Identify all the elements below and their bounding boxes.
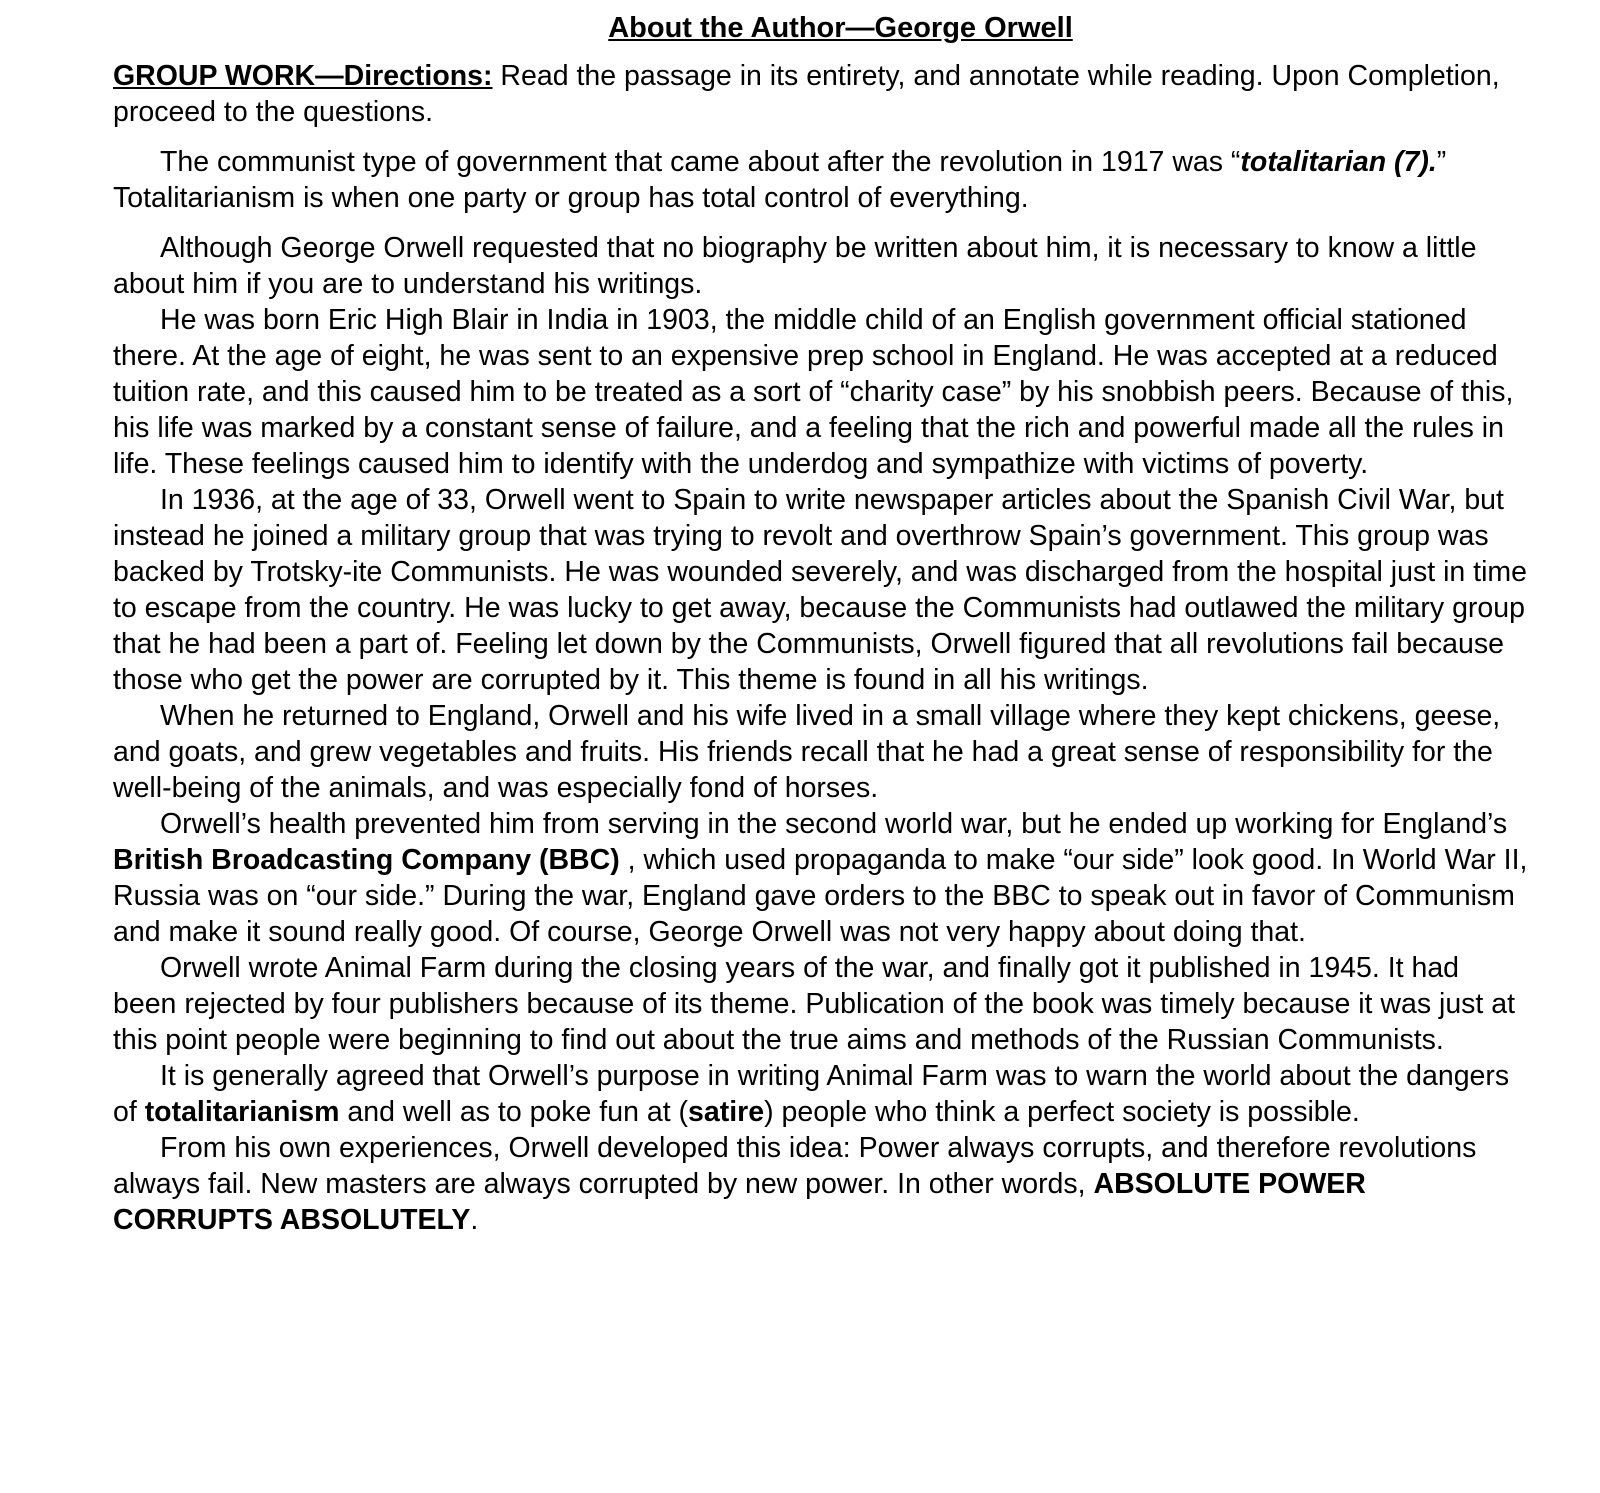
directions-paragraph — [113, 58, 1528, 130]
paragraph-text: The communist type of government that came about after the revolution in 1917 was “ — [160, 146, 1241, 178]
paragraph-text: ) people who think a perfect society is possible. — [764, 1096, 1360, 1128]
paragraph-bbc — [113, 806, 1528, 950]
document-page — [113, 8, 1528, 1238]
term-absolute-power: ABSOLUTE POWER CORRUPTS ABSOLUTELY — [113, 1168, 1366, 1236]
term-totalitarian: totalitarian (7). — [1240, 146, 1437, 178]
term-bbc: British Broadcasting Company (BBC) — [113, 844, 620, 876]
paragraph-animal-farm: Orwell wrote Animal Farm during the closing years of the war, and finally got it published in 1945. It had been rejected by four publishers because of its theme. Publication of the book was timely because it was just at this point people were beginning to find out about the true aims and methods of the Russian Communists. — [113, 952, 1516, 1056]
paragraph-spain: In 1936, at the age of 33, Orwell went to Spain to write newspaper articles about the Spanish Civil War, but instead he joined a military group that was trying to revolt and overthrow Spain’s government. This group was backed by Trotsky-ite Communists. He was wounded severely, and was discharged from the hospital just in time to escape from the country. He was lucky to get away, because the Communists had outlawed the military group that he had been a part of. Feeling let down by the Communists, Orwell figured that all revolutions fail because those who get the power are corrupted by it. This theme is found in all his writings. — [113, 484, 1528, 696]
paragraph-text: and well as to poke fun at ( — [339, 1096, 689, 1128]
paragraph-text: Orwell’s health prevented him from serving in the second world war, but he ended up working for England’s — [160, 808, 1508, 840]
directions-text: Read the passage in its entirety, and annotate while reading. Upon Completion, proceed to the questions. — [113, 60, 1500, 128]
paragraph-text: It is generally agreed that Orwell’s purpose in writing Animal Farm was to warn the world about the dangers of — [113, 1060, 1510, 1128]
paragraph-biography: Although George Orwell requested that no biography be written about him, it is necessary to know a little about him if you are to understand his writings. — [113, 232, 1477, 300]
paragraph-purpose — [113, 1058, 1528, 1130]
term-satire: satire — [688, 1096, 765, 1128]
paragraph-text: , which used propaganda to make “our side” look good. In World War II, Russia was on “our side.” During the war, England gave orders to the BBC to speak out in favor of Communism and make it sound really good. Of course, George Orwell was not very happy about doing that. — [113, 844, 1528, 948]
page-title: About the Author—George Orwell — [608, 12, 1073, 44]
paragraph-totalitarian — [113, 144, 1528, 216]
paragraph-conclusion — [113, 1130, 1528, 1238]
directions-label: GROUP WORK—Directions: — [113, 60, 493, 92]
paragraph-village: When he returned to England, Orwell and his wife lived in a small village where they kept chickens, geese, and goats, and grew vegetables and fruits. His friends recall that he had a great sense of responsibility for the well-being of the animals, and was especially fond of horses. — [113, 700, 1501, 804]
paragraph-text: ” Totalitarianism is when one party or group has total control of everything. — [113, 146, 1447, 214]
paragraph-text: . — [470, 1204, 479, 1236]
term-totalitarianism: totalitarianism — [144, 1096, 340, 1128]
paragraph-text: From his own experiences, Orwell developed this idea: Power always corrupts, and therefore revolutions always fail. New masters are always corrupted by new power. In other words, — [113, 1132, 1477, 1200]
paragraph-early-life: He was born Eric High Blair in India in 1903, the middle child of an English government official stationed there. At the age of eight, he was sent to an expensive prep school in England. He was accepted at a reduced tuition rate, and this caused him to be treated as a sort of “charity case” by his snobbish peers. Because of this, his life was marked by a constant sense of failure, and a feeling that the rich and powerful made all the rules in life. These feelings caused him to identify with the underdog and sympathize with victims of poverty. — [113, 304, 1514, 480]
